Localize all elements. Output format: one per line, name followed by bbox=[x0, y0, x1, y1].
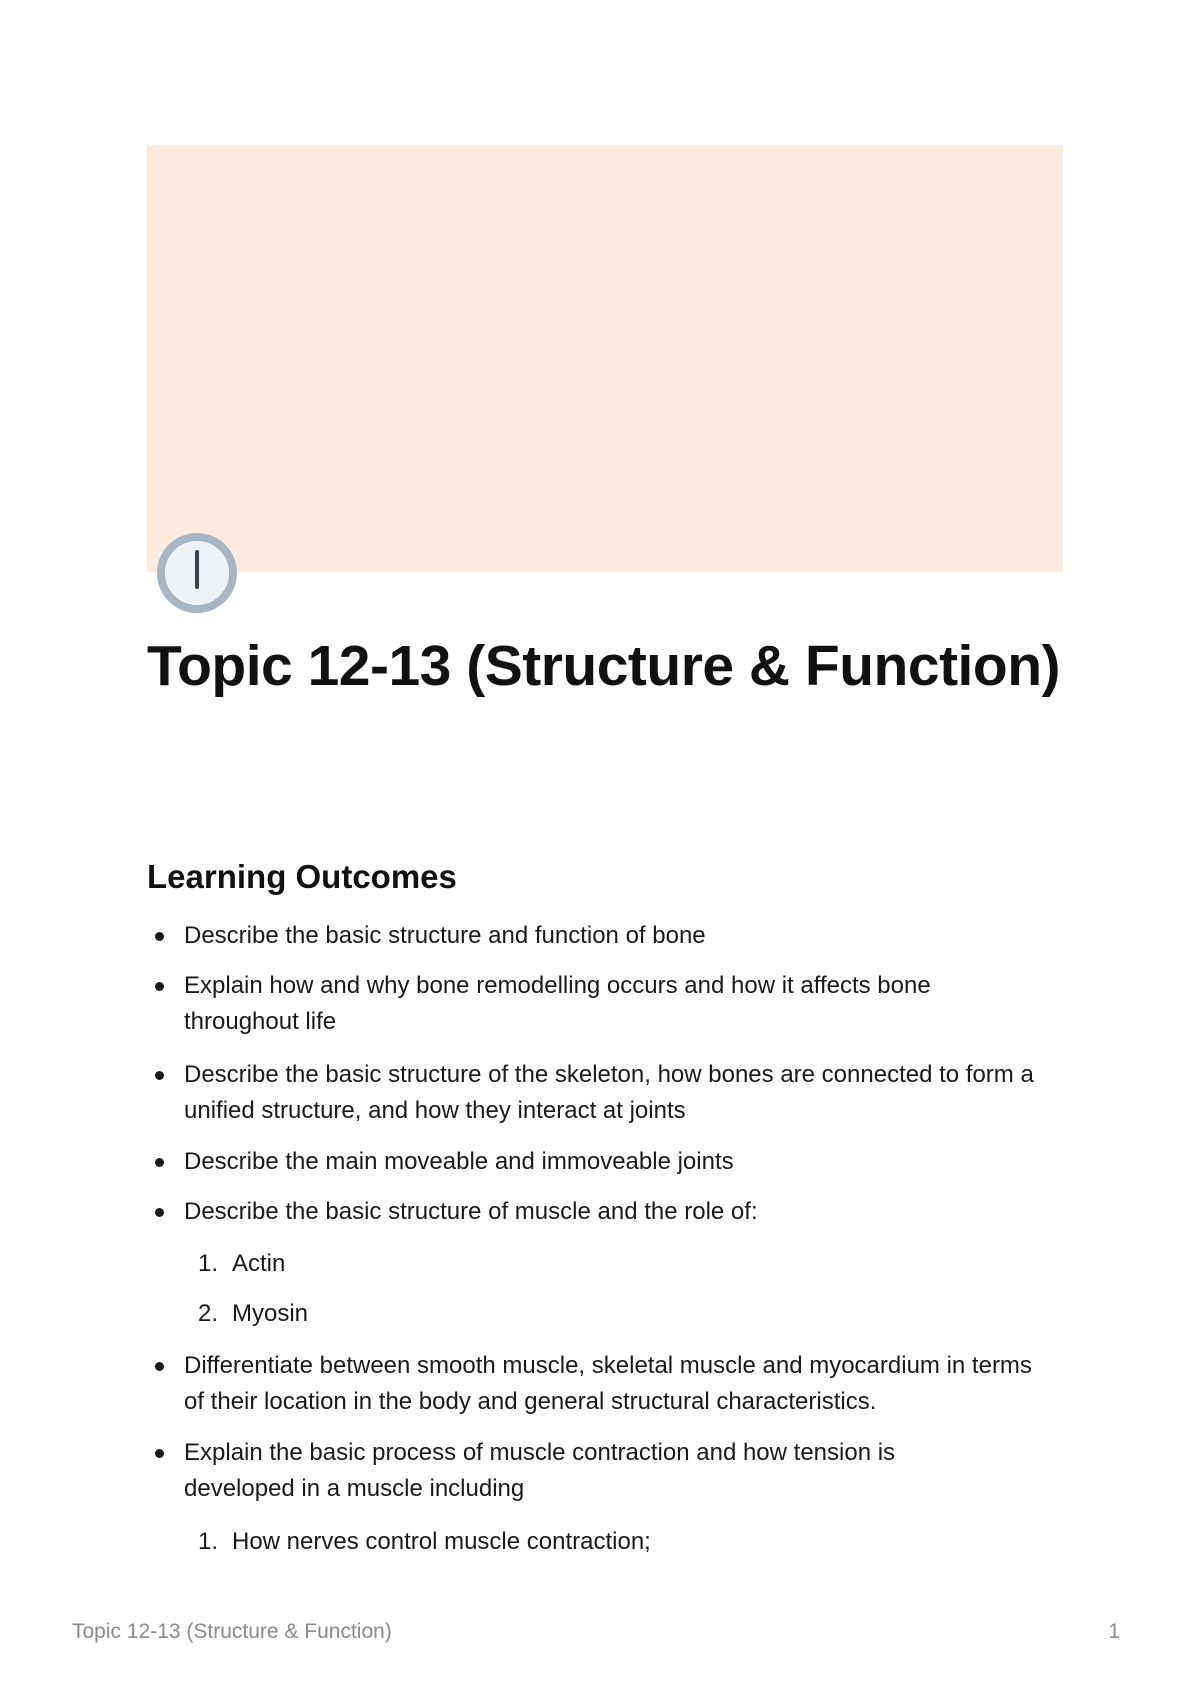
list-item-text: Myosin bbox=[232, 1300, 309, 1327]
bullet-icon bbox=[155, 932, 164, 941]
stopwatch-icon bbox=[155, 531, 239, 615]
list-number: 1. bbox=[198, 1250, 219, 1277]
list-item-text: Describe the basic structure and function of bone bbox=[184, 922, 706, 949]
list-item bbox=[155, 1144, 1055, 1180]
footer-title: Topic 12-13 (Structure & Function) bbox=[72, 1620, 392, 1643]
list-item-text: Describe the basic structure of muscle and the role of: bbox=[184, 1198, 758, 1225]
page-title: Topic 12-13 (Structure & Function) bbox=[147, 634, 1061, 698]
list-item-text: Explain how and why bone remodelling occurs and how it affects bone throughout life bbox=[184, 972, 931, 1035]
list-item bbox=[155, 918, 1055, 954]
list-item-text: Differentiate between smooth muscle, skeletal muscle and myocardium in terms of their location in the body and general structural characteristics. bbox=[184, 1352, 1032, 1415]
bullet-icon bbox=[155, 1449, 164, 1458]
numbered-list-item bbox=[198, 1524, 998, 1560]
bullet-icon bbox=[155, 1208, 164, 1217]
list-item-text: Describe the basic structure of the skeleton, how bones are connected to form a unified structure, and how they interact at joints bbox=[184, 1061, 1034, 1124]
learning-outcomes-heading: Learning Outcomes bbox=[147, 858, 457, 895]
bullet-icon bbox=[155, 1158, 164, 1167]
cover-banner bbox=[147, 145, 1063, 572]
list-item bbox=[155, 1348, 1055, 1420]
list-item bbox=[155, 1194, 1055, 1230]
list-item-text: Describe the main moveable and immoveable joints bbox=[184, 1148, 734, 1175]
numbered-list-item bbox=[198, 1296, 998, 1332]
bullet-icon bbox=[155, 982, 164, 991]
list-item-text: Explain the basic process of muscle contraction and how tension is developed in a muscle including bbox=[184, 1439, 896, 1502]
bullet-icon bbox=[155, 1071, 164, 1080]
list-item bbox=[155, 968, 1055, 1040]
bullet-icon bbox=[155, 1362, 164, 1371]
list-item bbox=[155, 1057, 1055, 1129]
list-number: 2. bbox=[198, 1300, 219, 1327]
list-item-text: How nerves control muscle contraction; bbox=[232, 1528, 651, 1555]
list-item bbox=[155, 1435, 1055, 1507]
numbered-list-item bbox=[198, 1246, 998, 1282]
list-item-text: Actin bbox=[232, 1250, 286, 1277]
list-number: 1. bbox=[198, 1528, 219, 1555]
page-number: 1 bbox=[1108, 1620, 1120, 1643]
